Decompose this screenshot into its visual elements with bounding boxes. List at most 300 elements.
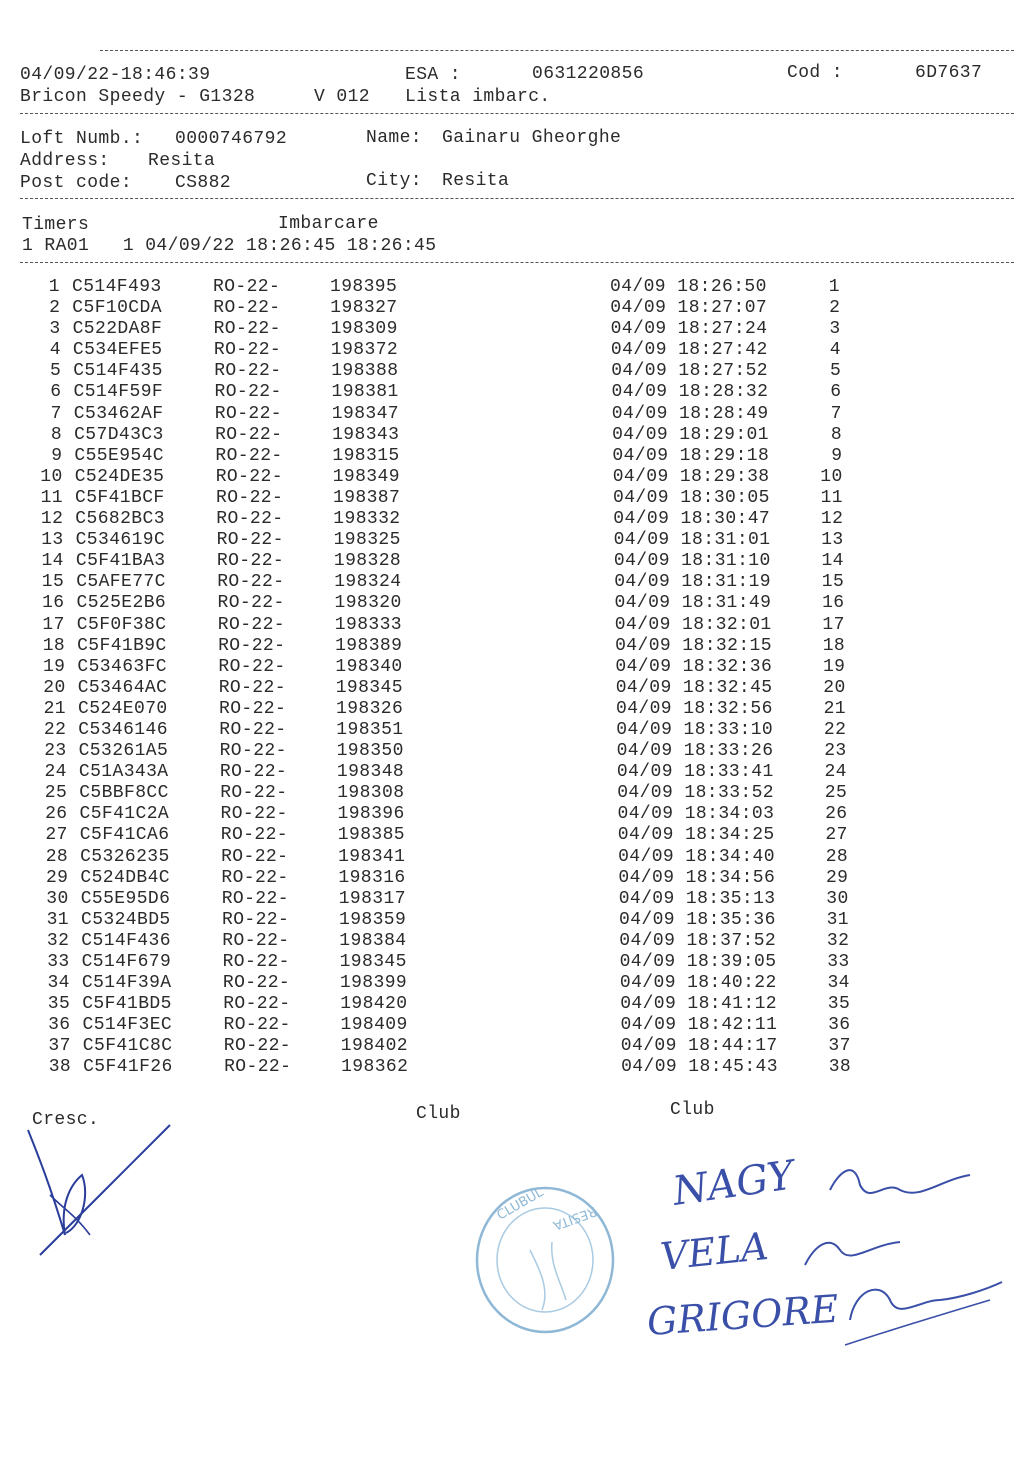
chip-id: C534619C: [75, 530, 166, 551]
rank: 35: [827, 994, 851, 1015]
loft-label: Loft Numb.:: [20, 129, 144, 149]
list-row: [0, 404, 1024, 425]
ring-number: 198381: [331, 382, 399, 403]
rank: 25: [824, 783, 848, 804]
ring-number: 198396: [337, 804, 405, 825]
chip-id: C514F59F: [73, 382, 164, 403]
postcode-label: Post code:: [20, 173, 133, 193]
chip-id: C53261A5: [78, 741, 169, 762]
ring-number: 198340: [335, 656, 403, 677]
chip-id: C534EFE5: [72, 340, 163, 361]
row-index: 27: [45, 825, 68, 846]
row-index: 19: [42, 656, 66, 677]
arrival-time: 04/09 18:34:03: [617, 804, 775, 825]
arrival-time: 04/09 18:37:52: [619, 930, 777, 951]
row-index: 8: [50, 424, 63, 445]
chip-id: C5BBF8CC: [79, 783, 169, 804]
chip-id: C5F41C2A: [79, 804, 170, 825]
club-signatures: [640, 1150, 1010, 1360]
chip-id: C55E95D6: [80, 888, 171, 909]
owner-name: Gainaru Gheorghe: [442, 128, 622, 148]
row-index: 34: [47, 973, 70, 994]
esa-value: 0631220856: [532, 64, 645, 84]
row-index: 14: [41, 551, 64, 572]
chip-id: C5F41F26: [83, 1057, 173, 1078]
list-row: [0, 530, 1024, 551]
list-row: [0, 847, 1024, 868]
rank: 27: [825, 825, 848, 846]
ring-prefix: RO-22-: [223, 1036, 292, 1057]
ring-number: 198327: [330, 298, 398, 319]
arrival-time: 04/09 18:32:36: [615, 656, 773, 677]
row-index: 9: [51, 445, 63, 466]
list-row: [0, 572, 1024, 593]
chip-id: C55E954C: [74, 445, 165, 466]
address-value: Resita: [148, 151, 216, 171]
arrival-time: 04/09 18:31:10: [613, 551, 771, 572]
chip-id: C5F41B9C: [77, 635, 167, 656]
rank: 8: [830, 424, 843, 445]
rank: 5: [829, 361, 842, 382]
arrival-time: 04/09 18:32:56: [616, 698, 773, 719]
list-row: [0, 741, 1024, 762]
arrival-time: 04/09 18:44:17: [620, 1036, 778, 1057]
ring-number: 198345: [335, 677, 403, 698]
owner-signature: [20, 1115, 190, 1265]
ring-prefix: RO-22-: [216, 551, 285, 572]
chip-id: C5F0F38C: [76, 614, 167, 635]
ring-number: 198351: [336, 719, 404, 740]
svg-text:CLUBUL: CLUBUL: [494, 1185, 547, 1224]
arrival-time: 04/09 18:41:12: [620, 994, 778, 1015]
ring-number: 198420: [340, 994, 408, 1015]
list-row: [0, 952, 1024, 973]
rank: 15: [821, 572, 845, 593]
svg-text:GRIGORE: GRIGORE: [645, 1286, 841, 1344]
list-row: [0, 361, 1024, 382]
chip-id: C524E070: [78, 698, 168, 719]
rank: 37: [828, 1036, 851, 1057]
ring-prefix: RO-22-: [220, 804, 288, 825]
arrival-time: 04/09 18:45:43: [621, 1057, 778, 1078]
timer-line: 1 RA01 1 04/09/22 18:26:45 18:26:45: [22, 236, 437, 256]
chip-id: C514F3EC: [82, 1015, 173, 1036]
row-index: 30: [46, 888, 69, 909]
arrival-time: 04/09 18:35:13: [618, 888, 776, 909]
ring-number: 198399: [339, 973, 408, 994]
address-label: Address:: [20, 151, 110, 171]
list-row: [0, 277, 1024, 298]
rank: 4: [829, 340, 841, 361]
chip-id: C524DE35: [74, 466, 165, 487]
arrival-time: 04/09 18:28:49: [611, 403, 769, 424]
list-row: [0, 1036, 1024, 1057]
row-index: 20: [43, 677, 66, 698]
ring-prefix: RO-22-: [215, 445, 283, 466]
rank: 30: [826, 888, 849, 909]
ring-number: 198345: [339, 952, 407, 972]
ring-prefix: RO-22-: [219, 741, 287, 762]
chip-id: C525E2B6: [76, 593, 167, 614]
chip-id: C514F39A: [81, 973, 172, 994]
ring-prefix: RO-22-: [222, 952, 290, 972]
rank: 9: [831, 445, 843, 466]
ring-prefix: RO-22-: [220, 783, 288, 804]
rank: 21: [823, 698, 846, 719]
imbarcare-label: Imbarcare: [278, 214, 379, 234]
ring-number: 198320: [334, 593, 402, 614]
list-row: [0, 319, 1024, 340]
arrival-time: 04/09 18:34:25: [617, 825, 775, 846]
ring-prefix: RO-22-: [218, 677, 286, 698]
ring-number: 198395: [330, 277, 398, 297]
chip-id: C57D43C3: [74, 424, 164, 445]
ring-number: 198409: [340, 1015, 408, 1036]
arrival-time: 04/09 18:33:10: [616, 719, 774, 740]
row-index: 12: [40, 509, 64, 530]
row-index: 5: [49, 361, 62, 382]
ring-number: 198388: [331, 361, 399, 382]
ring-prefix: RO-22-: [214, 403, 283, 424]
chip-id: C5F10CDA: [72, 298, 162, 319]
rank: 29: [825, 867, 849, 888]
ring-prefix: RO-22-: [214, 382, 282, 403]
ring-number: 198362: [341, 1057, 409, 1078]
svg-text:VELA: VELA: [658, 1223, 771, 1279]
list-title: Lista imbarc.: [405, 87, 551, 107]
chip-id: C53464AC: [77, 677, 168, 698]
list-row: [0, 931, 1024, 952]
chip-id: C53462AF: [73, 403, 164, 424]
arrival-time: 04/09 18:31:01: [613, 530, 771, 551]
city-label: City:: [366, 171, 423, 191]
list-row: [0, 1057, 1024, 1078]
list-row: [0, 488, 1024, 509]
rank: 34: [827, 973, 850, 994]
arrival-time: 04/09 18:30:05: [613, 487, 770, 508]
list-row: [0, 467, 1024, 488]
arrival-time: 04/09 18:31:49: [614, 593, 772, 614]
arrival-time: 04/09 18:26:50: [610, 277, 767, 297]
rank: 36: [828, 1015, 851, 1036]
chip-id: C524DB4C: [80, 867, 171, 888]
ring-prefix: RO-22-: [213, 277, 281, 297]
chip-id: C5326235: [80, 846, 170, 867]
ring-prefix: RO-22-: [219, 698, 287, 719]
row-index: 36: [48, 1015, 71, 1036]
chip-id: C514F435: [73, 361, 163, 382]
name-label: Name:: [366, 128, 423, 148]
list-row: [0, 636, 1024, 657]
ring-prefix: RO-22-: [221, 888, 289, 909]
rank: 24: [824, 762, 847, 783]
arrival-time: 04/09 18:29:38: [612, 466, 770, 487]
ring-prefix: RO-22-: [218, 635, 286, 656]
ring-number: 198347: [331, 403, 400, 424]
ring-prefix: RO-22-: [217, 572, 285, 593]
rank: 11: [820, 487, 843, 508]
rank: 19: [822, 656, 846, 677]
postcode-value: CS882: [175, 173, 232, 193]
list-row: [0, 298, 1024, 319]
row-index: 32: [46, 930, 70, 951]
chip-id: C5346146: [78, 719, 168, 740]
list-row: [0, 382, 1024, 403]
divider: [20, 262, 1014, 263]
list-row: [0, 699, 1024, 720]
chip-id: C51A343A: [78, 762, 169, 783]
city-value: Resita: [442, 171, 510, 191]
loft-number: 0000746792: [175, 129, 288, 149]
chip-id: C514F493: [72, 277, 162, 297]
chip-id: C5F41BA3: [75, 551, 166, 572]
cod-value: 6D7637: [915, 63, 983, 83]
list-row: [0, 910, 1024, 931]
device-name: Bricon Speedy - G1328: [20, 87, 256, 107]
ring-number: 198341: [338, 846, 406, 867]
ring-prefix: RO-22-: [218, 656, 286, 677]
ring-prefix: RO-22-: [217, 593, 285, 614]
list-row: [0, 593, 1024, 614]
list-row: [0, 994, 1024, 1015]
rank: 12: [820, 509, 844, 530]
row-index: 18: [42, 635, 66, 656]
ring-prefix: RO-22-: [222, 930, 290, 951]
row-index: 6: [50, 382, 62, 403]
chip-id: C5F41C8C: [82, 1036, 173, 1057]
ring-number: 198332: [333, 509, 401, 530]
list-row: [0, 657, 1024, 678]
arrival-time: 04/09 18:40:22: [619, 973, 777, 994]
ring-prefix: RO-22-: [216, 530, 284, 551]
list-row: [0, 551, 1024, 572]
ring-number: 198326: [336, 698, 404, 719]
row-index: 29: [45, 867, 69, 888]
ring-prefix: RO-22-: [222, 909, 290, 930]
arrival-time: 04/09 18:27:52: [611, 361, 769, 382]
arrival-time: 04/09 18:27:07: [610, 298, 768, 319]
ring-number: 198349: [332, 466, 400, 487]
row-index: 4: [49, 340, 61, 361]
ring-prefix: RO-22-: [220, 825, 289, 846]
row-index: 25: [44, 783, 68, 804]
ring-number: 198343: [332, 424, 400, 445]
ring-number: 198308: [337, 783, 405, 804]
row-index: 15: [41, 572, 65, 593]
ring-prefix: RO-22-: [223, 994, 291, 1015]
rank: 3: [829, 319, 841, 340]
row-index: 13: [41, 530, 64, 551]
firmware-version: V 012: [314, 87, 371, 107]
ring-prefix: RO-22-: [215, 466, 283, 487]
ring-prefix: RO-22-: [223, 1015, 291, 1036]
arrival-time: 04/09 18:34:40: [618, 846, 775, 867]
chip-id: C5682BC3: [75, 509, 165, 530]
ring-number: 198384: [339, 930, 407, 951]
rank: 26: [825, 804, 848, 825]
list-row: [0, 720, 1024, 741]
ring-number: 198316: [338, 867, 406, 888]
row-index: 2: [49, 298, 61, 319]
row-index: 26: [45, 804, 68, 825]
rank: 10: [820, 466, 843, 487]
rank: 32: [826, 930, 850, 951]
ring-number: 198359: [339, 909, 407, 930]
ring-number: 198348: [336, 762, 405, 783]
row-index: 21: [43, 698, 66, 719]
ring-prefix: RO-22-: [219, 719, 287, 740]
list-row: [0, 509, 1024, 530]
rank: 6: [830, 382, 842, 403]
chip-id: C5F41BCF: [75, 487, 165, 508]
ring-number: 198387: [333, 487, 401, 508]
list-row: [0, 783, 1024, 804]
arrival-time: 04/09 18:35:36: [619, 909, 776, 930]
ring-prefix: RO-22-: [216, 487, 284, 508]
row-index: 37: [48, 1036, 71, 1057]
divider: [20, 198, 1014, 199]
rank: 18: [822, 635, 846, 656]
row-index: 17: [42, 614, 65, 635]
list-row: [0, 868, 1024, 889]
row-index: 3: [49, 319, 61, 340]
ring-number: 198385: [337, 825, 406, 846]
chip-id: C514F679: [81, 952, 172, 972]
rank: 28: [825, 846, 849, 867]
list-row: [0, 446, 1024, 467]
rank: 33: [827, 952, 850, 972]
list-row: [0, 678, 1024, 699]
arrival-time: 04/09 18:39:05: [619, 952, 777, 972]
ring-prefix: RO-22-: [215, 424, 283, 445]
ring-number: 198325: [333, 530, 401, 551]
ring-number: 198328: [333, 551, 402, 572]
timers-label: Timers: [22, 215, 90, 235]
svg-text:RESITA: RESITA: [550, 1202, 599, 1233]
list-row: [0, 889, 1024, 910]
arrival-time: 04/09 18:27:42: [610, 340, 768, 361]
ring-number: 198317: [338, 888, 406, 909]
ring-number: 198402: [340, 1036, 409, 1057]
ring-prefix: RO-22-: [213, 340, 282, 361]
rank: 38: [828, 1057, 852, 1078]
arrival-time: 04/09 18:30:47: [613, 509, 771, 530]
ring-prefix: RO-22-: [216, 509, 284, 530]
arrival-time: 04/09 18:32:15: [615, 635, 772, 656]
arrival-time: 04/09 18:33:52: [617, 783, 775, 804]
chip-id: C53463FC: [77, 656, 168, 677]
rank: 1: [828, 277, 840, 297]
list-row: [0, 340, 1024, 361]
arrival-time: 04/09 18:34:56: [618, 867, 776, 888]
chip-id: C514F436: [81, 930, 171, 951]
ring-prefix: RO-22-: [219, 762, 288, 783]
arrival-time: 04/09 18:27:24: [610, 319, 768, 340]
row-index: 35: [47, 994, 71, 1015]
rank: 23: [824, 741, 847, 762]
row-index: 23: [44, 741, 67, 762]
ring-number: 198333: [334, 614, 403, 635]
divider: [20, 113, 1014, 114]
list-row: [0, 1015, 1024, 1036]
chip-id: C5AFE77C: [76, 572, 166, 593]
row-index: 33: [47, 952, 70, 972]
row-index: 24: [44, 762, 67, 783]
ring-number: 198324: [334, 572, 402, 593]
club-stamp: [470, 1180, 620, 1340]
row-index: 31: [46, 909, 69, 930]
ring-prefix: RO-22-: [217, 614, 286, 635]
arrival-time: 04/09 18:42:11: [620, 1015, 778, 1036]
row-index: 1: [48, 277, 60, 297]
club-label: Club: [416, 1104, 461, 1124]
ring-number: 198389: [335, 635, 403, 656]
ring-prefix: RO-22-: [213, 319, 281, 340]
chip-id: C5F41CA6: [79, 825, 170, 846]
esa-label: ESA :: [405, 65, 462, 85]
ring-prefix: RO-22-: [214, 361, 282, 382]
ring-prefix: RO-22-: [221, 846, 289, 867]
rank: 31: [826, 909, 849, 930]
print-datetime: 04/09/22-18:46:39: [20, 65, 211, 85]
ring-prefix: RO-22-: [224, 1057, 292, 1078]
ring-number: 198350: [336, 741, 404, 762]
rank: 16: [822, 593, 845, 614]
row-index: 10: [40, 466, 63, 487]
chip-id: C5324BD5: [81, 909, 171, 930]
row-index: 38: [48, 1057, 72, 1078]
cresc-label: Cresc.: [32, 1110, 100, 1130]
row-index: 28: [45, 846, 69, 867]
row-index: 16: [42, 593, 65, 614]
ring-number: 198315: [332, 445, 400, 466]
ring-number: 198309: [330, 319, 398, 340]
list-row: [0, 973, 1024, 994]
rank: 14: [821, 551, 844, 572]
arrival-time: 04/09 18:29:18: [612, 445, 770, 466]
divider: [100, 50, 1014, 51]
rank: 20: [823, 677, 846, 698]
cod-label: Cod :: [787, 63, 844, 83]
arrival-time: 04/09 18:33:26: [616, 741, 774, 762]
ring-prefix: RO-22-: [221, 867, 289, 888]
arrival-time: 04/09 18:28:32: [611, 382, 769, 403]
rank: 17: [822, 614, 845, 635]
chip-id: C5F41BD5: [82, 994, 172, 1015]
bird-list: [0, 277, 1024, 1079]
ring-number: 198372: [330, 340, 399, 361]
rank: 2: [829, 298, 841, 319]
arrival-time: 04/09 18:31:19: [614, 572, 772, 593]
arrival-time: 04/09 18:33:41: [616, 762, 774, 783]
rank: 22: [823, 719, 847, 740]
list-row: [0, 825, 1024, 846]
rank: 7: [830, 403, 842, 424]
club-label: Club: [670, 1100, 715, 1120]
list-row: [0, 804, 1024, 825]
svg-text:NAGY: NAGY: [669, 1152, 797, 1215]
row-index: 22: [43, 719, 67, 740]
ring-prefix: RO-22-: [213, 298, 281, 319]
ring-prefix: RO-22-: [222, 973, 291, 994]
list-row: [0, 762, 1024, 783]
list-row: [0, 425, 1024, 446]
chip-id: C522DA8F: [72, 319, 163, 340]
row-index: 7: [50, 403, 62, 424]
arrival-time: 04/09 18:29:01: [612, 424, 769, 445]
list-row: [0, 615, 1024, 636]
row-index: 11: [40, 487, 63, 508]
